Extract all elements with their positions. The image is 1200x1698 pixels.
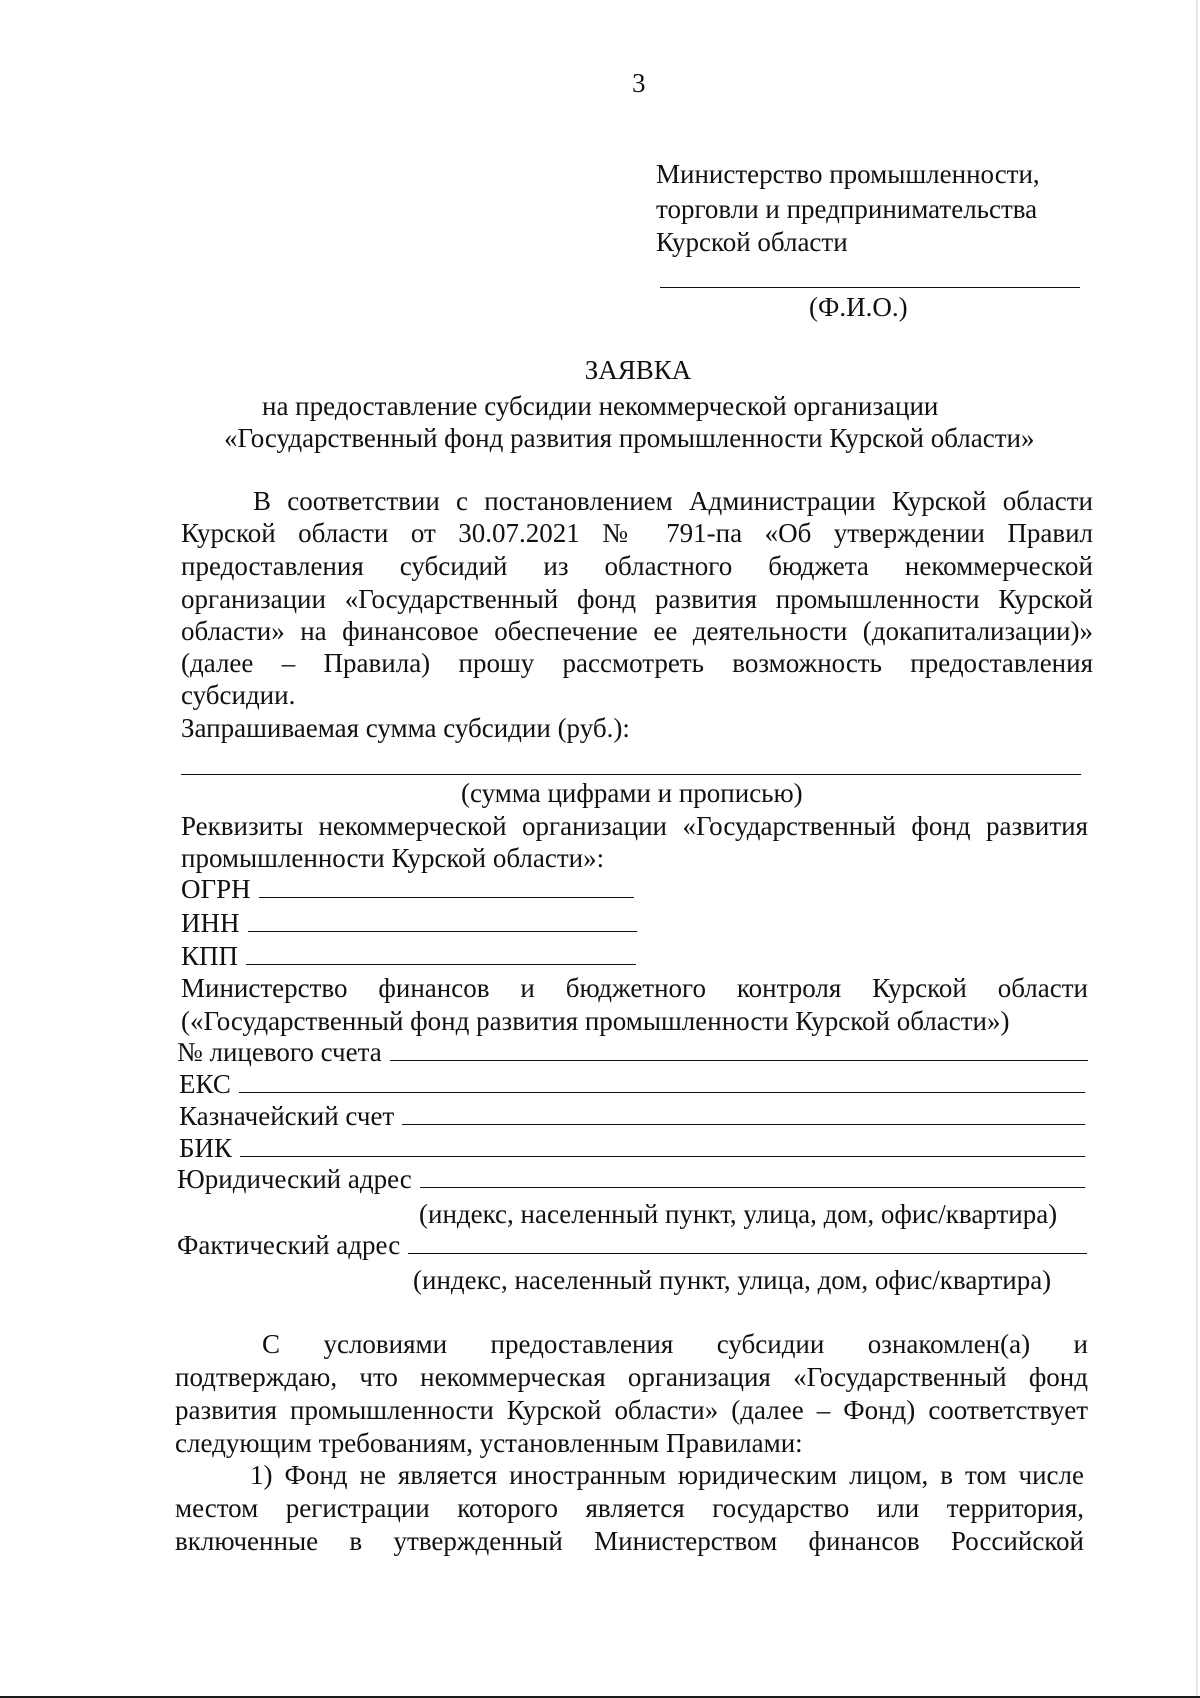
treasury-input-line[interactable] — [402, 1102, 1085, 1125]
actual-address-input-line[interactable] — [408, 1231, 1087, 1254]
ogrn-input-line[interactable] — [259, 875, 634, 898]
item-line: включенные в утвержденный Министерством финансов Российской — [175, 1526, 1084, 1556]
legal-address-label: Юридический адрес — [177, 1164, 412, 1194]
ministry-line: («Государственный фонд развития промышленности Курской области») — [181, 1006, 1010, 1036]
intro-line: субсидии. — [181, 680, 296, 710]
item-line: 1) Фонд не является иностранным юридическим лицом, в том числе — [250, 1460, 1084, 1490]
requisites-intro-line: промышленности Курской области»: — [181, 843, 605, 873]
account-input-line[interactable] — [390, 1038, 1088, 1061]
fio-signature-line[interactable] — [660, 287, 1080, 288]
intro-line: предоставления субсидий из областного бюджета некоммерческой — [181, 551, 1093, 581]
bik-row — [179, 1133, 1085, 1163]
addressee-line-3: Курской области — [656, 227, 848, 257]
account-row — [177, 1037, 1088, 1067]
item-line: местом регистрации которого является государство или территория, — [175, 1493, 1084, 1523]
intro-line: (далее – Правила) прошу рассмотреть возможность предоставления — [181, 648, 1093, 678]
title-heading: ЗАЯВКА — [584, 355, 692, 385]
intro-line: В соответствии с постановлением Администрации Курской области — [253, 486, 1093, 516]
legal-address-caption: (индекс, населенный пункт, улица, дом, офис/квартира) — [419, 1199, 1058, 1229]
eks-input-line[interactable] — [239, 1070, 1085, 1093]
fio-caption: (Ф.И.О.) — [809, 292, 908, 322]
intro-line: области» на финансовое обеспечение ее деятельности (докапитализации)» — [181, 616, 1093, 646]
amount-caption: (сумма цифрами и прописью) — [461, 778, 803, 808]
inn-label: ИНН — [181, 908, 240, 938]
conditions-line: развития промышленности Курской области» (далее – Фонд) соответствует — [175, 1395, 1088, 1425]
account-label: № лицевого счета — [177, 1037, 382, 1067]
amount-input-line[interactable] — [181, 774, 1081, 775]
page-number: 3 — [632, 68, 646, 98]
ogrn-row — [181, 874, 634, 904]
bik-input-line[interactable] — [240, 1134, 1085, 1157]
eks-label: ЕКС — [179, 1069, 231, 1099]
bik-label: БИК — [179, 1133, 233, 1163]
addressee-line-1: Министерство промышленности, — [656, 159, 1040, 189]
treasury-label: Казначейский счет — [179, 1101, 395, 1131]
conditions-line: подтверждаю, что некоммерческая организация «Государственный фонд — [175, 1362, 1088, 1392]
kpp-input-line[interactable] — [246, 942, 636, 965]
requisites-intro-line: Реквизиты некоммерческой организации «Государственный фонд развития — [181, 811, 1088, 841]
title-subtitle-1: на предоставление субсидии некоммерческой организации — [262, 391, 939, 421]
actual-address-caption: (индекс, населенный пункт, улица, дом, офис/квартира) — [413, 1265, 1052, 1295]
scan-edge — [1196, 0, 1198, 1698]
ministry-line: Министерство финансов и бюджетного контроля Курской области — [181, 973, 1088, 1003]
conditions-line: С условиями предоставления субсидии ознакомлен(а) и — [262, 1329, 1088, 1359]
actual-address-row — [177, 1230, 1087, 1260]
amount-label: Запрашиваемая сумма субсидии (руб.): — [181, 713, 630, 743]
kpp-row — [181, 941, 636, 971]
inn-row — [181, 908, 637, 938]
title-subtitle-2: «Государственный фонд развития промышленности Курской области» — [224, 423, 1035, 453]
legal-address-input-line[interactable] — [420, 1165, 1085, 1188]
kpp-label: КПП — [181, 941, 239, 971]
ogrn-label: ОГРН — [181, 874, 251, 904]
intro-line: организации «Государственный фонд развития промышленности Курской — [181, 584, 1093, 614]
legal-address-row — [177, 1164, 1085, 1194]
inn-input-line[interactable] — [248, 909, 637, 932]
actual-address-label: Фактический адрес — [177, 1230, 401, 1260]
eks-row — [179, 1069, 1085, 1099]
conditions-line: следующим требованиям, установленным Правилами: — [175, 1428, 803, 1458]
intro-line: Курской области от 30.07.2021 № 791-па «Об утверждении Правил — [181, 518, 1093, 548]
addressee-line-2: торговли и предпринимательства — [656, 194, 1038, 224]
treasury-row — [179, 1101, 1085, 1131]
